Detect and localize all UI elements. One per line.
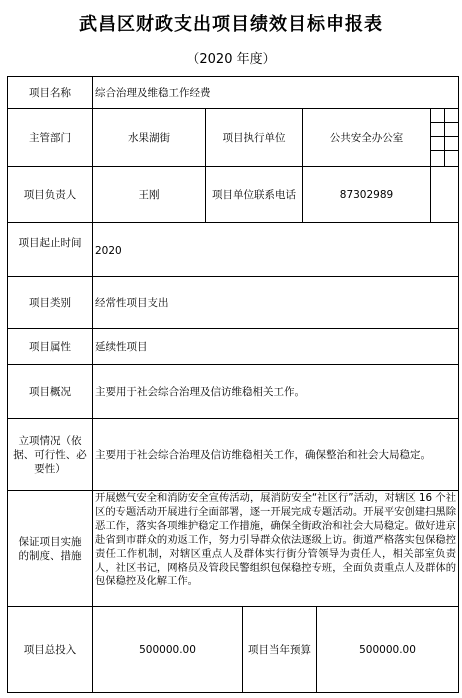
phone-label: 项目单位联系电话 — [212, 188, 296, 201]
leader-value: 王刚 — [138, 188, 160, 201]
row-divider — [430, 136, 459, 137]
start-time-label: 项目起止时间 — [18, 237, 82, 249]
investment-value: 500000.00 — [139, 644, 196, 656]
investment-label: 项目总投入 — [23, 644, 77, 656]
phone-value: 87302989 — [339, 188, 394, 201]
project-name-label: 项目名称 — [29, 86, 71, 99]
row-divider — [430, 150, 459, 151]
column-divider — [430, 108, 431, 222]
start-time-value: 2020 — [95, 245, 122, 257]
budget-label: 项目当年预算 — [248, 644, 311, 656]
measures-value: 开展燃气安全和消防安全宣传活动，展消防安全“社区行”活动，对辖区 16 个社区的专题活动开展进行全面部署，逐一开展完成专题活动。开展平安创建扫黑除恶工作，落实各项维护稳定工作措施，确保全街政治和社会大局稳定。做好进京赴省到市群众的劝返工作，努力引导群众依法逐级上访。街道严格落实包保稳控责任工作机制，对辖区重点人及群体实行街分管领导为责任人，相关部室负责人，社区书记，网格员及管段民警组织包保稳控专班，全面负责重点人及群体的包保稳控及化解工作。 — [95, 492, 456, 588]
row-divider — [430, 122, 459, 123]
exec-unit-label: 项目执行单位 — [222, 131, 286, 144]
budget-value: 500000.00 — [359, 644, 416, 656]
leader-label: 项目负责人 — [23, 188, 77, 201]
department-value: 水果湖街 — [128, 131, 170, 144]
overview-value: 主要用于社会综合治理及信访维稳相关工作。 — [95, 385, 305, 398]
report-title: 武昌区财政支出项目绩效目标申报表 — [79, 14, 383, 35]
category-label: 项目类别 — [29, 296, 71, 309]
basis-label: 立项情况（依据、可行性、必要性） — [13, 434, 87, 475]
basis-value: 主要用于社会综合治理及信访维稳相关工作，确保整治和社会大局稳定。 — [95, 448, 431, 461]
department-label: 主管部门 — [29, 131, 71, 144]
exec-unit-value: 公共安全办公室 — [329, 131, 404, 144]
overview-label: 项目概况 — [29, 385, 71, 398]
measures-label: 保证项目实施的制度、措施 — [18, 535, 82, 562]
report-year: （2020 年度） — [186, 52, 276, 67]
project-name-value: 综合治理及维稳工作经费 — [95, 86, 211, 99]
category-value: 经常性项目支出 — [95, 296, 169, 309]
attribute-value: 延续性项目 — [95, 340, 148, 353]
column-divider — [444, 108, 445, 166]
attribute-label: 项目属性 — [29, 340, 71, 353]
